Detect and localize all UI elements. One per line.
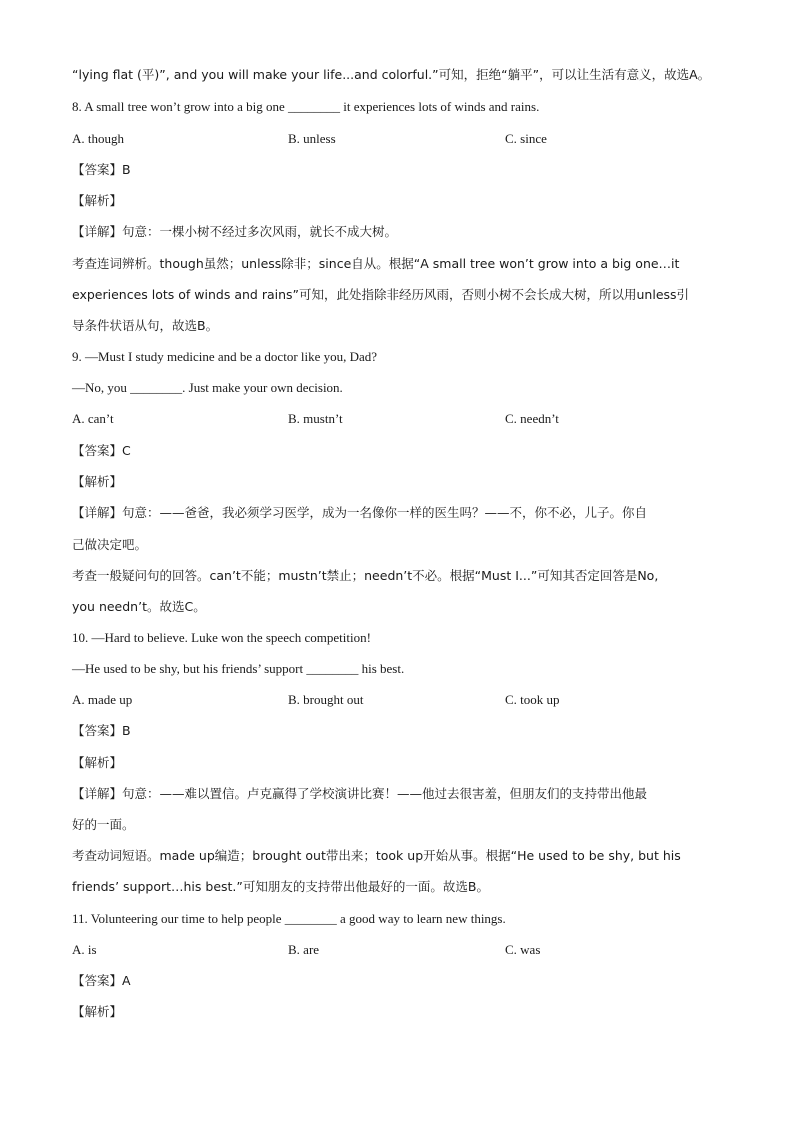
q10-detail-1: 【详解】句意：——难以置信。卢克赢得了学校演讲比赛！——他过去很害羞，但朋友们的支持带出他最 <box>72 786 648 801</box>
q9-option-a: A. can’t <box>72 411 114 426</box>
q10-analysis-label: 【解析】 <box>72 755 123 770</box>
q8-option-c: C. since <box>505 131 547 146</box>
q9-option-b: B. mustn’t <box>288 411 343 426</box>
q9-answer: 【答案】C <box>72 443 131 458</box>
q10-detail-4: friends’ support…his best.”可知朋友的支持带出他最好的一面。故选B。 <box>72 879 489 894</box>
q11-analysis-label: 【解析】 <box>72 1004 123 1019</box>
question-9-line-2: —No, you ________. Just make your own decision. <box>72 380 343 395</box>
q9-detail-4: you needn’t。故选C。 <box>72 599 206 614</box>
q9-detail-2: 己做决定吧。 <box>72 537 148 552</box>
q10-option-a: A. made up <box>72 692 133 707</box>
question-8: 8. A small tree won’t grow into a big one ________ it experiences lots of winds and rains. <box>72 99 540 114</box>
q8-answer: 【答案】B <box>72 162 131 177</box>
q8-option-b: B. unless <box>288 131 336 146</box>
question-10-line-2: —He used to be shy, but his friends’ support ________ his best. <box>72 661 405 676</box>
question-10-line-1: 10. —Hard to believe. Luke won the speech competition! <box>72 630 371 645</box>
q8-analysis-label: 【解析】 <box>72 193 123 208</box>
q11-option-b: B. are <box>288 942 320 957</box>
q8-option-a: A. though <box>72 131 124 146</box>
text-line: “lying flat (平)”, and you will make your life...and colorful.”可知，拒绝“躺平”，可以让生活有意义，故选A。 <box>72 67 711 82</box>
q11-option-a: A. is <box>72 942 97 957</box>
question-9-line-1: 9. —Must I study medicine and be a doctor like you, Dad? <box>72 349 378 364</box>
q10-answer: 【答案】B <box>72 723 131 738</box>
q11-answer: 【答案】A <box>72 973 131 988</box>
question-11: 11. Volunteering our time to help people ________ a good way to learn new things. <box>72 911 506 926</box>
q8-detail-4: 导条件状语从句，故选B。 <box>72 318 219 333</box>
q9-detail-1: 【详解】句意：——爸爸，我必须学习医学，成为一名像你一样的医生吗？——不，你不必，儿子。你自 <box>72 505 648 520</box>
q11-option-c: C. was <box>505 942 541 957</box>
q8-detail-3: experiences lots of winds and rains”可知，此处指除非经历风雨，否则小树不会长成大树，所以用unless引 <box>72 287 690 302</box>
q8-detail-2: 考查连词辨析。though虽然；unless除非；since自从。根据“A small tree won’t grow into a big one…it <box>72 256 680 271</box>
q9-detail-3: 考查一般疑问句的回答。can’t不能；mustn’t禁止；needn’t不必。根据“Must I...”可知其否定回答是No, <box>72 568 659 583</box>
q10-option-c: C. took up <box>505 692 560 707</box>
q9-analysis-label: 【解析】 <box>72 474 123 489</box>
q10-detail-3: 考查动词短语。made up编造；brought out带出来；took up开始从事。根据“He used to be shy, but his <box>72 848 681 863</box>
q8-detail-1: 【详解】句意：一棵小树不经过多次风雨，就长不成大树。 <box>72 224 398 239</box>
q9-option-c: C. needn’t <box>505 411 559 426</box>
q10-option-b: B. brought out <box>288 692 364 707</box>
q10-detail-2: 好的一面。 <box>72 817 135 832</box>
